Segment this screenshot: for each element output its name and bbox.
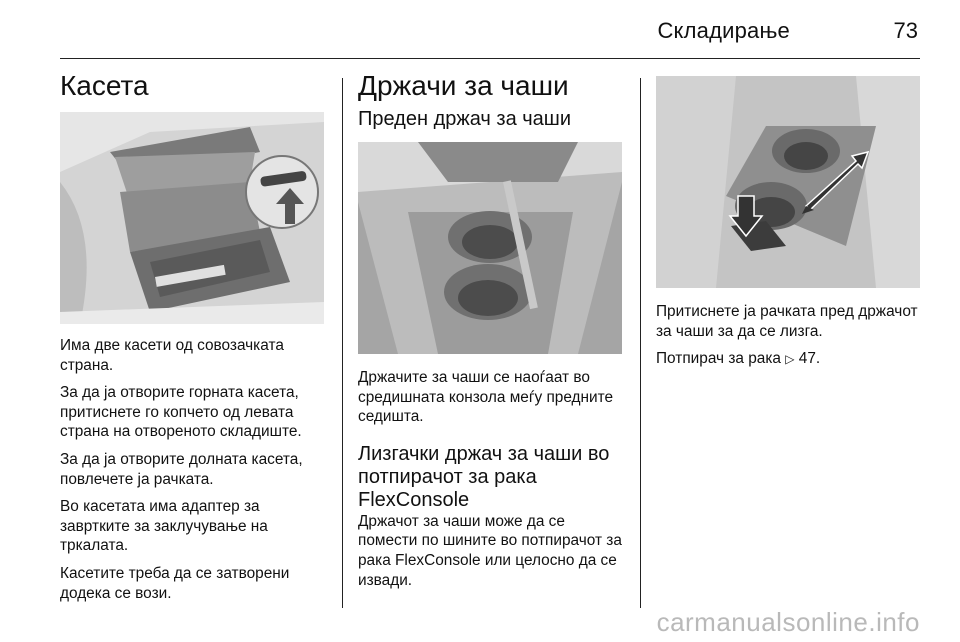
- watermark: carmanualsonline.info: [656, 607, 920, 637]
- page-reference-icon: ▷: [785, 352, 795, 367]
- page-title: Складирање: [657, 18, 790, 43]
- glovebox-paragraph: За да ја отворите долната касета, повлечете ја рачката.: [60, 450, 303, 488]
- column-divider: [640, 78, 641, 608]
- page-header: [60, 14, 920, 59]
- subheading-front-cupholder: Преден држач за чаши: [358, 108, 572, 130]
- glovebox-paragraph: Во касетата има адаптер за завртките за заклучување на тркалата.: [60, 498, 268, 555]
- glovebox-paragraph: Касетите треба да се затворени додека се вози.: [60, 564, 290, 602]
- front-cupholder-caption: Држачите за чаши се наоѓаат во средишната конзола меѓу предните седишта.: [358, 369, 614, 426]
- subheading-sliding-cupholder: Лизгачки држач за чаши во потпирачот за рака FlexConsole: [358, 442, 610, 511]
- column-divider: [342, 78, 343, 608]
- glovebox-column: [60, 66, 328, 611]
- sliding-cupholder-illustration: [656, 76, 920, 288]
- sliding-cupholder-text: Држачот за чаши може да се помести по шините во потпирачот за рака FlexConsole или целосно да се извади.: [358, 512, 622, 589]
- flexconsole-column: [656, 66, 924, 378]
- glovebox-illustration: [60, 112, 324, 324]
- flexconsole-paragraph: Притиснете ја рачката пред држачот за чаши за да се лизга.: [656, 303, 918, 340]
- cupholders-column: [358, 66, 626, 598]
- glovebox-paragraph: За да ја отворите горната касета, притиснете го копчето од левата страна на отвореното складиште.: [60, 384, 302, 441]
- page-number: 73: [893, 18, 918, 43]
- section-heading-glovebox: Касета: [60, 70, 149, 101]
- front-cupholder-illustration: [358, 142, 622, 354]
- armrest-reference: Потпирач за рака ▷ 47.: [656, 350, 821, 368]
- page-reference-link[interactable]: 47.: [798, 350, 821, 368]
- section-heading-cupholders: Држачи за чаши: [358, 70, 569, 101]
- glovebox-paragraph: Има две касети од совозачката страна.: [60, 337, 284, 374]
